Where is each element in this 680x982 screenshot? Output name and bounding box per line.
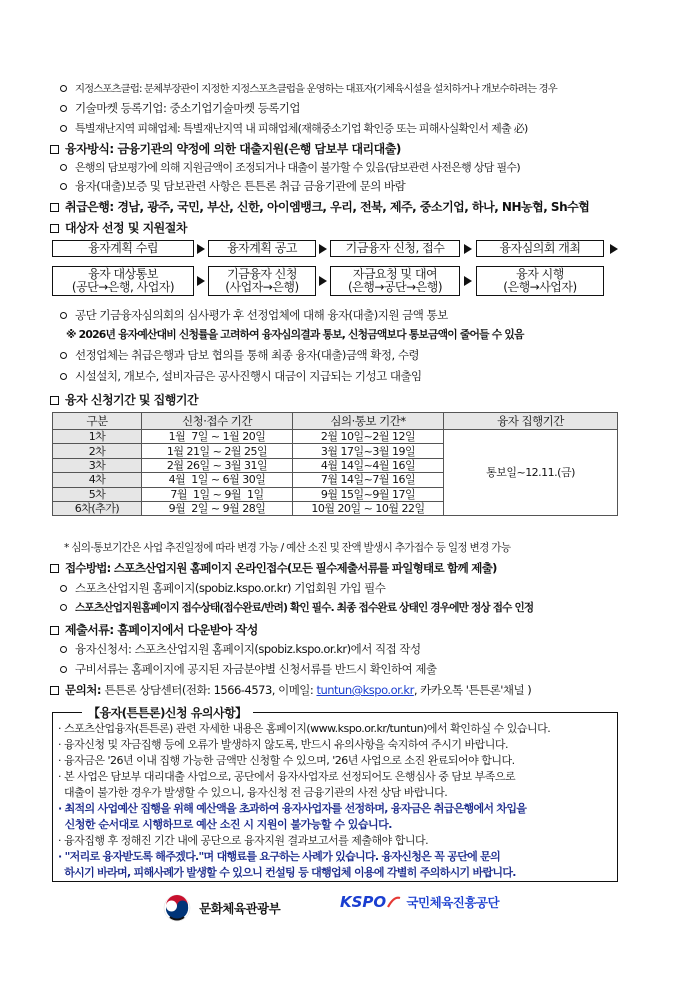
- loan-method-heading: 융자방식: 금융기관의 약정에 의한 대출지원(은행 담보부 대리대출): [50, 140, 401, 157]
- table-cell: 6차(추가): [53, 501, 142, 515]
- table-cell: 1차: [53, 430, 142, 444]
- kspo-logo: [340, 893, 499, 921]
- flow-step-8: 융자 시행 (은행→사업자): [476, 266, 604, 296]
- table-cell: 2월 10일~2월 12일: [293, 430, 444, 444]
- selection-heading: 대상자 선정 및 지원절차: [50, 219, 187, 236]
- table-cell: 5차: [53, 487, 142, 501]
- table-cell: 10월 20일 ~ 10월 22일: [293, 501, 444, 515]
- submission-heading: 접수방법: 스포츠산업지원 홈페이지 온라인접수(모든 필수제출서류를 파일형태로 함께 제출): [50, 560, 497, 576]
- flow-arrow-icon: [319, 276, 327, 286]
- table-header: 구분: [53, 413, 142, 430]
- flow-step-2: 융자계획 공고: [208, 240, 316, 257]
- flow-step-3: 기금융자 신청, 접수: [330, 240, 460, 257]
- table-cell: 9월 2일 ~ 9월 28일: [142, 501, 293, 515]
- notice-line-highlight: 신청한 순서대로 시행하므로 예산 소진 시 지원이 불가능할 수 있습니다.: [58, 818, 392, 831]
- notice-line: 대출이 불가한 경우가 발생할 수 있으니, 융자신청 전 금융기관의 사전 상담 바랍니다.: [58, 786, 448, 799]
- flow-arrow-icon: [197, 276, 205, 286]
- selection-note-1: 공단 기금융자심의회의 심사평가 후 선정업체에 대해 융자(대출)지원 금액 통보: [60, 307, 448, 323]
- schedule-footnote: * 심의·통보기간은 사업 추진일정에 따라 변경 가능 / 예산 소진 및 잔액 발생시 추가접수 등 일정 변경 가능: [64, 542, 511, 554]
- notice-line: · 스포츠산업융자(튼튼론) 관련 자세한 내용은 홈페이지(www.kspo.or.kr/tuntun)에서 확인하실 수 있습니다.: [58, 722, 551, 735]
- table-header: 신청·접수 기간: [142, 413, 293, 430]
- table-cell: 4월 14일~4월 16일: [293, 458, 444, 472]
- table-cell: 1월 7일 ~ 1월 20일: [142, 430, 293, 444]
- notice-title: 【융자(튼튼론)신청 유의사항】: [82, 704, 253, 721]
- flow-step-6: 기금융자 신청 (사업자→은행): [208, 266, 316, 296]
- table-header: 융자 집행기간: [444, 413, 618, 430]
- notice-line: · 융자금은 '26년 이내 집행 가능한 금액만 신청할 수 있으며, '26년 사업으로 소진 완료되어야 합니다.: [58, 754, 515, 767]
- submission-item-1: 스포츠산업지원 홈페이지(spobiz.kspo.or.kr) 기업회원 가입 필수: [60, 580, 385, 596]
- selection-note-3: 시설설치, 개보수, 설비자금은 공사진행시 대금이 지급되는 기성고 대출임: [60, 368, 422, 384]
- selection-note-warning: ※ 2026년 융자예산대비 신청률을 고려하여 융자심의결과 통보, 신청금액보다 통보금액이 줄어들 수 있음: [66, 328, 524, 341]
- table-cell: 3월 17일~3월 19일: [293, 444, 444, 458]
- table-cell: 7월 1일 ~ 9월 1일: [142, 487, 293, 501]
- table-cell: 2월 26일 ~ 3월 31일: [142, 458, 293, 472]
- loan-method-item-1: 은행의 담보평가에 의해 지원금액이 조정되거나 대출이 불가할 수 있음(담보관련 사전은행 상담 필수): [60, 159, 520, 175]
- flow-arrow-icon: [319, 244, 327, 254]
- flow-step-4: 융자심의회 개최: [476, 240, 604, 257]
- notice-line: · 융자신청 및 자금집행 등에 오류가 발생하지 않도록, 반드시 유의사항을 숙지하여 주시기 바랍니다.: [58, 738, 508, 751]
- table-cell: 9월 15일~9월 17일: [293, 487, 444, 501]
- banks-line: 취급은행: 경남, 광주, 국민, 부산, 신한, 아이엠뱅크, 우리, 전북, 제주, 중소기업, 하나, NH농협, Sh수협: [50, 198, 589, 215]
- submission-item-2: 스포츠산업지원홈페이지 접수상태(접수완료/반려) 확인 필수. 최종 접수완료 상태인 경우에만 정상 접수 인정: [60, 600, 533, 615]
- ministry-name: 문화체육관광부: [199, 901, 281, 916]
- schedule-heading: 융자 신청기간 및 집행기간: [50, 391, 198, 408]
- table-cell: 4월 1일 ~ 6월 30일: [142, 473, 293, 487]
- selection-note-2: 선정업체는 취급은행과 담보 협의를 통해 최종 융자(대출)금액 확정, 수령: [60, 347, 419, 363]
- flow-arrow-icon: [464, 244, 472, 254]
- kspo-name: 국민체육진흥공단: [406, 895, 500, 910]
- ministry-logo: [162, 893, 280, 921]
- kspo-swoosh-icon: [387, 895, 401, 909]
- taegeuk-icon: [162, 893, 192, 923]
- table-cell: 1월 21일 ~ 2월 25일: [142, 444, 293, 458]
- flow-arrow-icon: [197, 244, 205, 254]
- loan-method-item-2: 융자(대출)보증 및 담보관련 사항은 튼튼론 취급 금융기관에 문의 바람: [60, 178, 405, 194]
- table-cell: 7월 14일~7월 16일: [293, 473, 444, 487]
- table-header: 심의·통보 기간*: [293, 413, 444, 430]
- notice-line-highlight: · 최적의 사업예산 집행을 위해 예산액을 초과하여 융자사업자를 선정하며, 융자금은 취급은행에서 차입을: [58, 802, 527, 815]
- table-cell: 3차: [53, 458, 142, 472]
- contact-line: 문의처: 튼튼론 상담센터(전화: 1566-4573, 이메일: tuntun@kspo.or.kr, 카카오톡 '튼튼론'채널 ): [50, 682, 531, 698]
- documents-heading: 제출서류: 홈페이지에서 다운받아 작성: [50, 621, 258, 638]
- notice-line-highlight: 하시기 바라며, 피해사례가 발생할 수 있으니 컨설팅 등 대행업체 이용에 각별히 주의하시기 바랍니다.: [58, 866, 516, 879]
- top-item-2: 기술마켓 등록기업: 중소기업기술마켓 등록기업: [60, 100, 300, 116]
- top-item-3: 특별재난지역 피해업체: 특별재난지역 내 피해업체(재해중소기업 확인증 또는 피해사실확인서 제출 必): [60, 120, 528, 136]
- table-row: [53, 430, 618, 444]
- table-cell: 2차: [53, 444, 142, 458]
- notice-line: · 본 사업은 담보부 대리대출 사업으로, 공단에서 융자사업자로 선정되어도 은행심사 중 담보 부족으로: [58, 770, 516, 783]
- notice-line-highlight: · "저리로 융자받도록 해주겠다."며 대행료를 요구하는 사례가 있습니다. 융자신청은 꼭 공단에 문의: [58, 850, 501, 863]
- flow-step-5: 융자 대상통보 (공단→은행, 사업자): [52, 266, 194, 296]
- flow-step-7: 자금요청 및 대여 (은행→공단→은행): [330, 266, 460, 296]
- contact-email-link[interactable]: tuntun@kspo.or.kr: [316, 683, 414, 697]
- documents-item-1: 융자신청서: 스포츠산업지원 홈페이지(spobiz.kspo.or.kr)에서 직접 작성: [60, 641, 421, 657]
- documents-item-2: 구비서류는 홈페이지에 공지된 자금분야별 신청서류를 반드시 확인하여 제출: [60, 661, 437, 677]
- flow-arrow-icon: [610, 244, 618, 254]
- notice-line: · 융자집행 후 정해진 기간 내에 공단으로 융자지원 결과보고서를 제출해야 합니다.: [58, 834, 429, 847]
- table-cell: 4차: [53, 473, 142, 487]
- flow-step-1: 융자계획 수립: [52, 240, 194, 257]
- top-item-1: 지정스포츠클럽: 문체부장관이 지정한 지정스포츠클럽을 운영하는 대표자(기체육시설을 설치하거나 개보수하려는 경우: [60, 80, 557, 95]
- flow-arrow-icon: [464, 276, 472, 286]
- table-header-row: [53, 413, 618, 430]
- kspo-mark: KSPO: [340, 893, 387, 911]
- schedule-table: [52, 412, 618, 516]
- exec-period-cell: 통보일~12.11.(금): [444, 430, 618, 516]
